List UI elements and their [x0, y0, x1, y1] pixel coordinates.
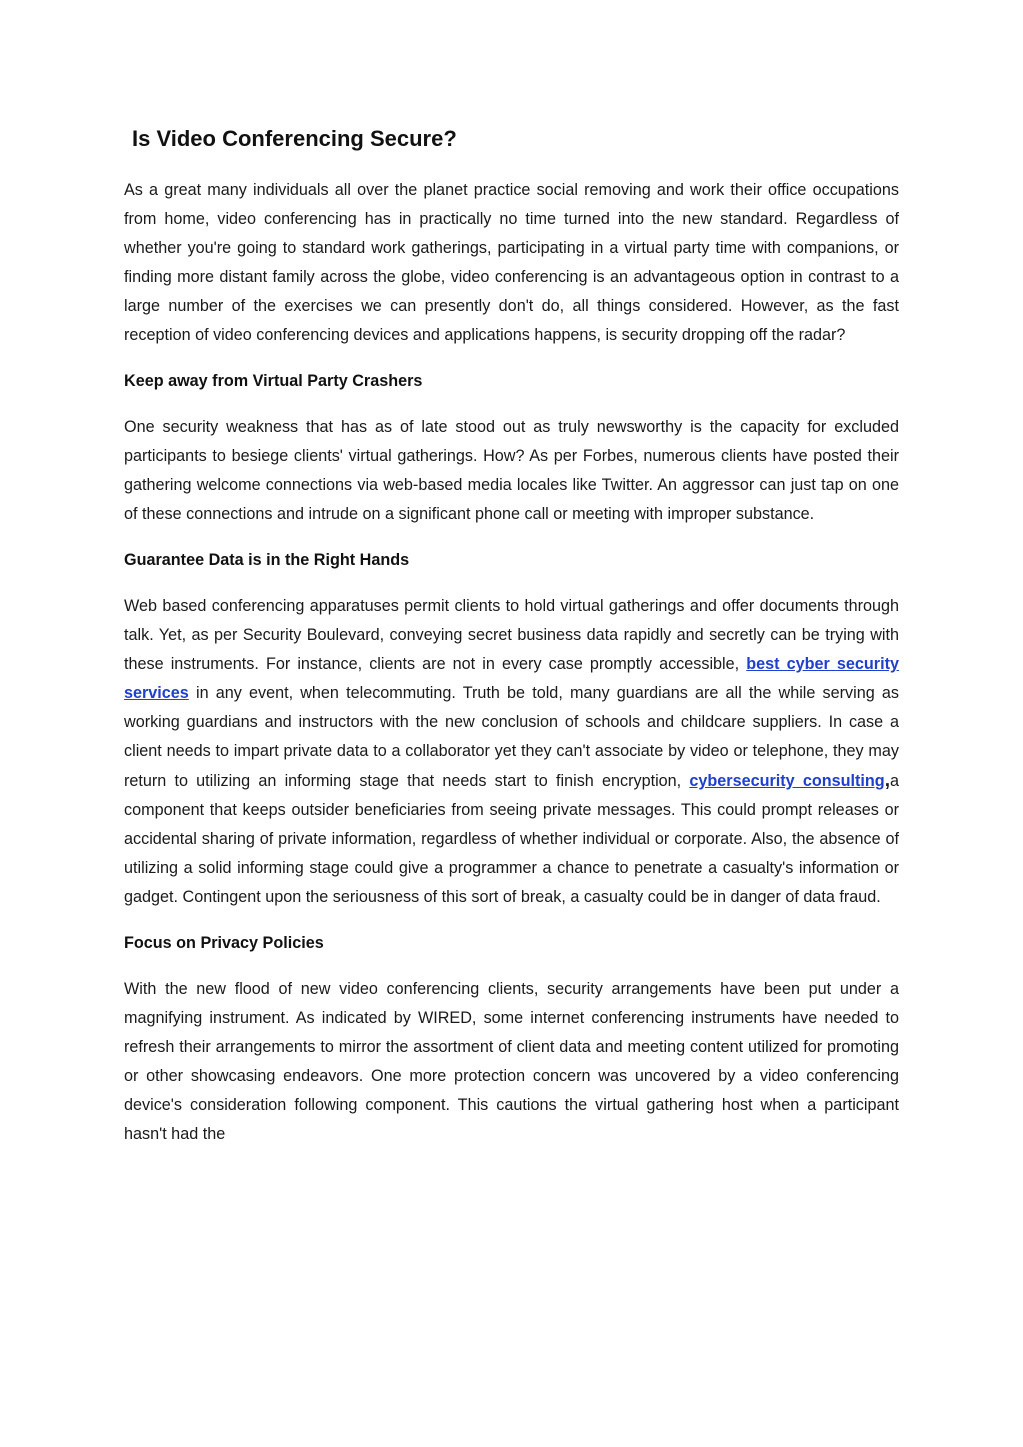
paragraph-text-segment: a component that keeps outsider beneficiaries from seeing private messages. This could prompt releases or accidental sharing of private information, regardless of whether individual or corporate. Also, the absence of utilizing a solid informing stage could give a programmer a chance to penetrate a casualty's information or gadget. Contingent upon the seriousness of this sort of break, a casualty could be in danger of data fraud. [124, 772, 899, 906]
section-paragraph-privacy-policies: With the new flood of new video conferencing clients, security arrangements have been put under a magnifying instrument. As indicated by WIRED, some internet conferencing instruments have needed to refresh their arrangements to mirror the assortment of client data and meeting content utilized for promoting or other showcasing endeavors. One more protection concern was uncovered by a video conferencing device's consideration following component. This cautions the virtual gathering host when a participant hasn't had the [124, 980, 899, 1143]
section-paragraph-virtual-party-crashers: One security weakness that has as of late stood out as truly newsworthy is the capacity for excluded participants to besiege clients' virtual gatherings. How? As per Forbes, numerous clients have posted their gathering welcome connections via web-based media locales like Twitter. An aggressor can just tap on one of these connections and intrude on a significant phone call or meeting with improper substance. [124, 418, 899, 523]
section-heading-privacy-policies: Focus on Privacy Policies [124, 934, 324, 952]
document-page [124, 124, 899, 1166]
section-heading-virtual-party-crashers: Keep away from Virtual Party Crashers [124, 372, 423, 390]
document-title: Is Video Conferencing Secure? [132, 126, 457, 151]
link-trailing-comma: , [884, 770, 890, 791]
best-cyber-security-services-link[interactable]: best cyber security services [124, 655, 900, 702]
paragraph-text-segment: Web based conferencing apparatuses permit clients to hold virtual gatherings and offer documents through talk. Yet, as per Security Boulevard, conveying secret business data rapidly and secretly can be trying with these instruments. For instance, clients are not in every case promptly accessible, [124, 597, 899, 673]
intro-paragraph: As a great many individuals all over the planet practice social removing and work their office occupations from home, video conferencing has in practically no time turned into the new standard. Regardless of whether you're going to standard work gatherings, participating in a virtual party time with companions, or finding more distant family across the globe, video conferencing is an advantageous option in contrast to a large number of the exercises we can presently don't do, all things considered. However, as the fast reception of video conferencing devices and applications happens, is security dropping off the radar? [124, 181, 899, 344]
paragraph-text-segment: in any event, when telecommuting. Truth be told, many guardians are all the while serving as working guardians and instructors with the new conclusion of schools and childcare suppliers. In case a client needs to impart private data to a collaborator yet they can't associate by video or telephone, they may return to utilizing an informing stage that needs start to finish encryption, [124, 684, 899, 790]
section-heading-right-hands: Guarantee Data is in the Right Hands [124, 551, 410, 569]
cybersecurity-consulting-link[interactable]: cybersecurity consulting [689, 772, 885, 790]
section-paragraph-right-hands [124, 592, 899, 912]
